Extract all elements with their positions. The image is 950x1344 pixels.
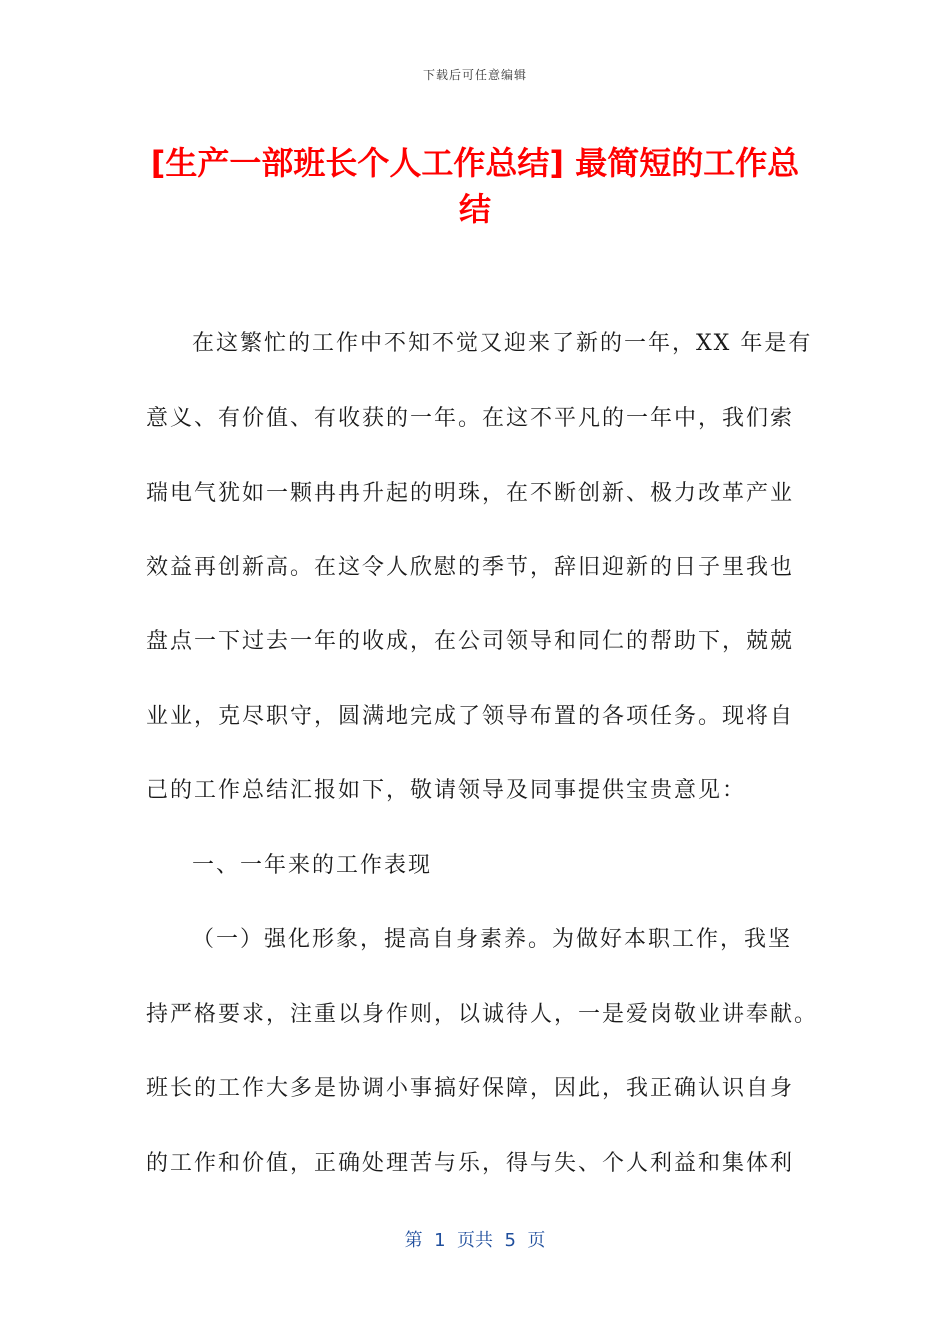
paragraph-line: 瑞电气犹如一颗冉冉升起的明珠，在不断创新、极力改革产业 (146, 481, 795, 506)
paragraph-line: 在这繁忙的工作中不知不觉又迎来了新的一年，XX 年是有 (192, 331, 813, 356)
section-heading: 一、一年来的工作表现 (192, 853, 433, 878)
paragraph-line: 持严格要求，注重以身作则，以诚待人，一是爱岗敬业讲奉献。 (146, 1002, 819, 1027)
paragraph-line: 己的工作总结汇报如下，敬请领导及同事提供宝贵意见： (146, 778, 747, 803)
paragraph-line: 意义、有价值、有收获的一年。在这不平凡的一年中，我们索 (146, 406, 795, 431)
paragraph-line: 的工作和价值，正确处理苦与乐，得与失、个人利益和集体利 (146, 1151, 795, 1176)
header-note: 下载后可任意编辑 (422, 68, 527, 82)
paragraph-line: 盘点一下过去一年的收成，在公司领导和同仁的帮助下，兢兢 (146, 629, 795, 654)
page-number-footer: 第 1 页共 5 页 (404, 1230, 546, 1251)
document-title: [生产一部班长个人工作总结] 最简短的工作总结 (150, 144, 800, 228)
paragraph-line: 班长的工作大多是协调小事搞好保障，因此，我正确认识自身 (146, 1076, 795, 1101)
paragraph-line: （一）强化形象，提高自身素养。为做好本职工作，我坚 (192, 927, 793, 952)
paragraph-line: 效益再创新高。在这令人欣慰的季节，辞旧迎新的日子里我也 (146, 555, 795, 580)
paragraph-line: 业业，克尽职守，圆满地完成了领导布置的各项任务。现将自 (146, 704, 795, 729)
